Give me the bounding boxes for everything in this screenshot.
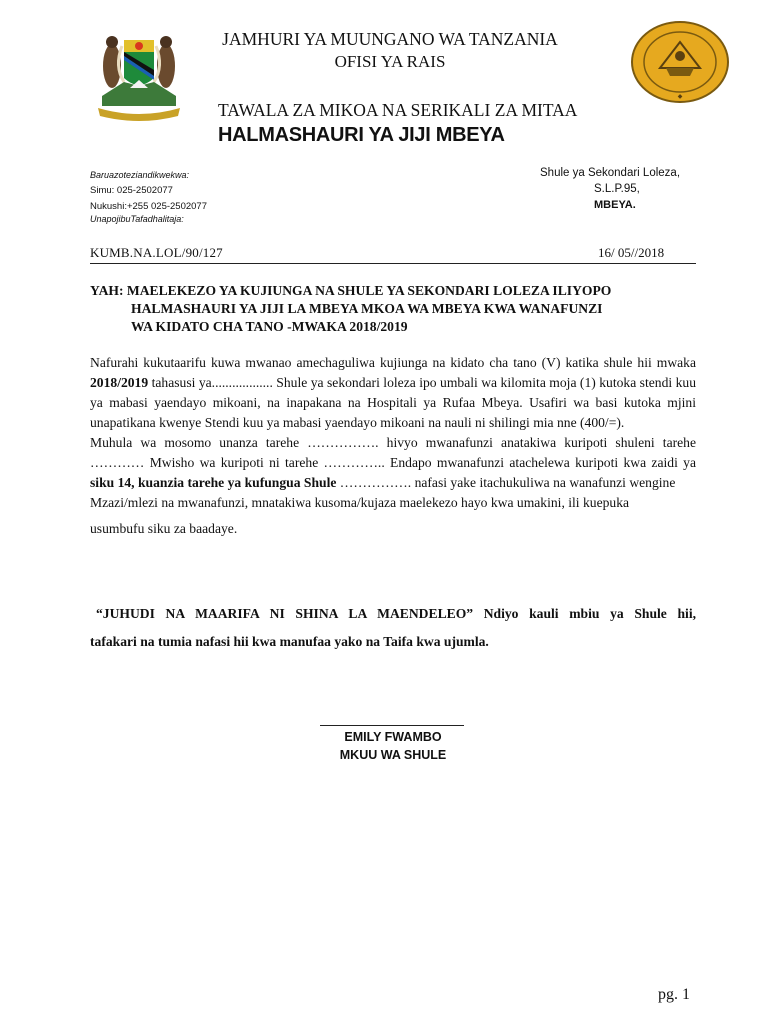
paragraph-reporting: Muhula wa mosomo unanza tarehe ……………. hivyo mwanafunzi anatakiwa kuripoti shuleni tarehe ………… Mwisho wa kuripoti ni tarehe ………….. Endapo mwanafunzi atachelewa kuripoti kwa zaidi ya siku 14, kuanzia tarehe ya kufungua Shule ……………. nafasi yake itachukuliwa na wanafunzi wengine bbox=[90, 435, 696, 490]
page-number: pg. 1 bbox=[658, 986, 690, 1003]
contact-fax: Nukushi:+255 025-2502077 bbox=[90, 201, 207, 212]
school-address-line: Shule ya Sekondari Loleza, bbox=[540, 167, 681, 179]
letter-body bbox=[90, 353, 696, 539]
header-republic: JAMHURI YA MUUNGANO WA TANZANIA bbox=[222, 29, 558, 49]
school-motto-line-2: tafakari na tumia nafasi hii kwa manufaa yako na Taifa kwa ujumla. bbox=[90, 634, 489, 649]
reference-divider bbox=[90, 263, 696, 264]
subject-line-1: YAH: MAELEKEZO YA KUJIUNGA NA SHULE YA SEKONDARI LOLEZA ILIYOPO bbox=[90, 283, 612, 298]
header-council: HALMASHAURI YA JIJI MBEYA bbox=[218, 124, 505, 146]
header-regional-admin: TAWALA ZA MIKOA NA SERIKALI ZA MITAA bbox=[218, 100, 578, 120]
paragraph-admission: Nafurahi kukutaarifu kuwa mwanao amechaguliwa kujiunga na kidato cha tano (V) katika shule hii mwaka 2018/2019 tahasusi ya.................. Shule ya sekondari loleza ipo umbali wa kilomita moja (1) kutoka stendi kuu ya mabasi yaendayo mikoani, na inapakana na Hospitali ya Rufaa Mbeya. Usafiri wa basi kutoka mjini unapatikana kwenye Stendi kuu ya mabasi yaendayo mikoani na nauli ni shilingi mia nne (400/=). bbox=[90, 355, 696, 430]
contact-address-label: Baruazoteziandikwekwa: bbox=[90, 170, 190, 180]
letter-date: 16/ 05//2018 bbox=[598, 245, 665, 260]
paragraph-instructions: Mzazi/mlezi na mwanafunzi, mnatakiwa kusoma/kujaza maelekezo hayo kwa umakini, ili kuepuka bbox=[90, 495, 630, 510]
subject-line-2: HALMASHAURI YA JIJI LA MBEYA MKOA WA MBEYA KWA WANAFUNZI bbox=[131, 301, 603, 316]
city-line: MBEYA. bbox=[594, 199, 636, 211]
contact-phone: Simu: 025-2502077 bbox=[90, 185, 173, 196]
po-box-line: S.L.P.95, bbox=[594, 183, 640, 195]
header-office: OFISI YA RAIS bbox=[334, 52, 446, 71]
svg-text:◆: ◆ bbox=[677, 93, 683, 100]
signatory-title: MKUU WA SHULE bbox=[339, 748, 447, 762]
school-motto-line-1: “JUHUDI NA MAARIFA NI SHINA LA MAENDELEO” Ndiyo kauli mbiu ya Shule hii, bbox=[96, 606, 696, 621]
signatory-name: EMILY FWAMBO bbox=[344, 730, 442, 744]
reference-number: KUMB.NA.LOL/90/127 bbox=[90, 245, 223, 260]
contact-reply-label: UnapojibuTafadhalitaja: bbox=[90, 214, 184, 224]
subject-line-3: WA KIDATO CHA TANO -MWAKA 2018/2019 bbox=[131, 319, 408, 334]
paragraph-instructions-end: usumbufu siku za baadaye. bbox=[90, 521, 238, 536]
city-council-seal-logo bbox=[630, 20, 730, 104]
signature-line bbox=[320, 725, 464, 726]
